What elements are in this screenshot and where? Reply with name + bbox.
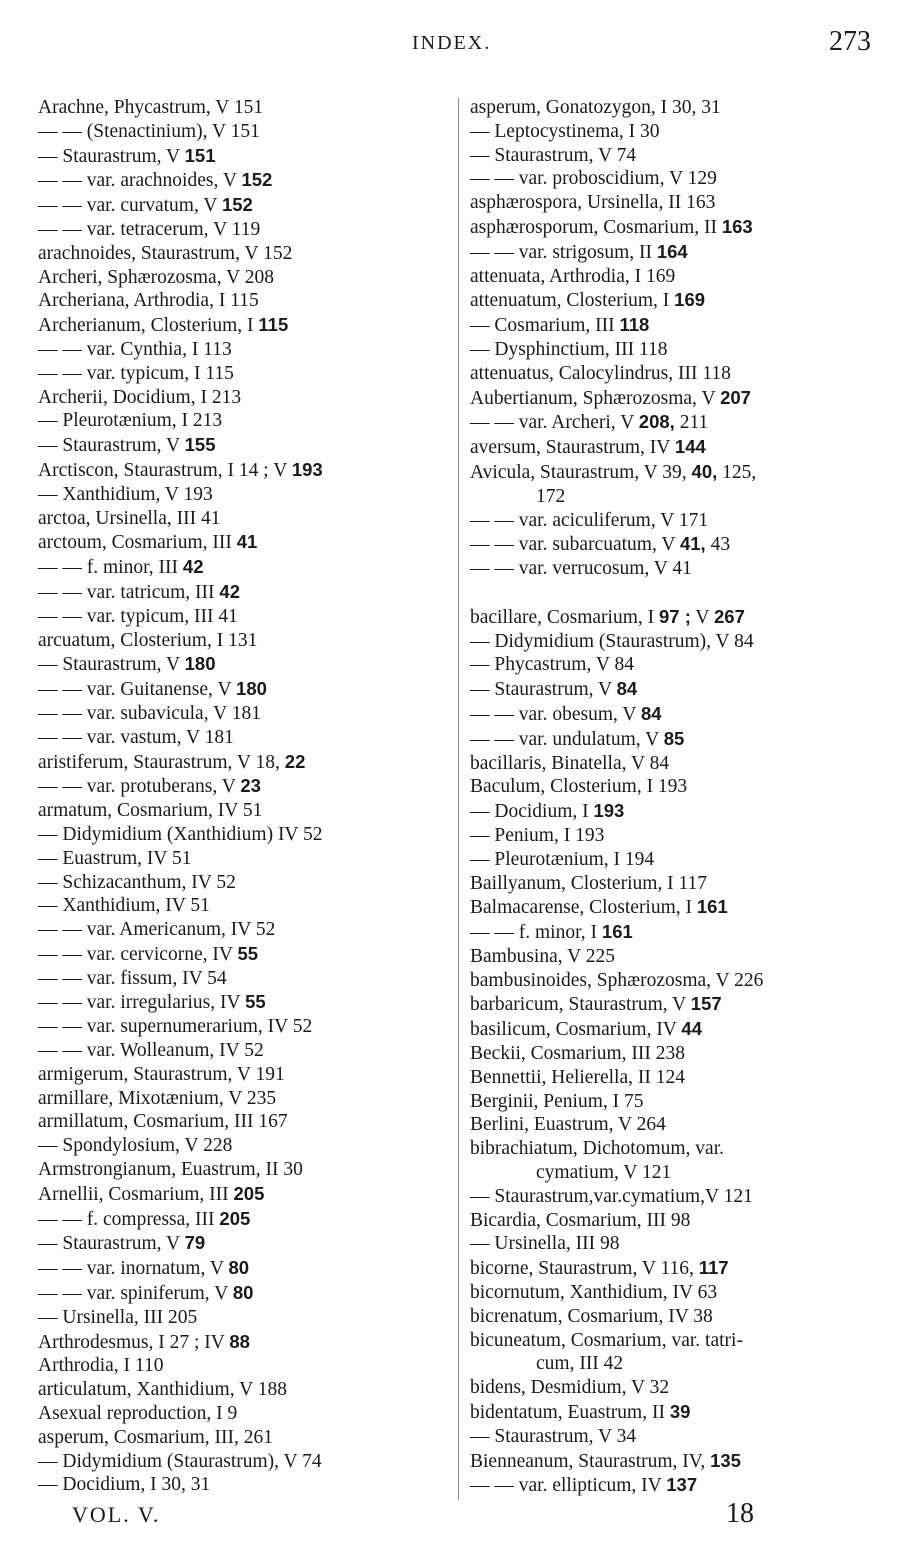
entry-bold-page: 152 [221, 194, 253, 216]
index-entry [470, 338, 880, 362]
index-entry [38, 1330, 448, 1355]
index-entry [38, 942, 448, 967]
entry-text: — — var. Cynthia, I 113 [38, 338, 232, 360]
index-entry [470, 435, 880, 460]
entry-text: — Pleurotænium, I 213 [38, 410, 223, 432]
index-entry [38, 218, 448, 242]
entry-bold-page: 42 [182, 556, 204, 578]
entry-text: — Spondylosium, V 228 [38, 1135, 233, 1157]
index-entry [470, 288, 880, 313]
entry-text: — — f. minor, III [38, 557, 183, 579]
entry-bold-page: 157 [690, 993, 722, 1015]
index-entry [38, 1378, 448, 1402]
index-entry [470, 920, 880, 945]
index-entry [38, 1306, 448, 1330]
index-column-right [470, 96, 880, 1498]
index-entry [38, 313, 448, 338]
index-entry [38, 483, 448, 507]
index-entry [38, 1402, 448, 1426]
entry-text: Arachne, Phycastrum, V 151 [38, 97, 264, 118]
entry-bold-page: 207 [720, 386, 751, 408]
index-entry [470, 460, 880, 485]
index-entry [470, 1090, 880, 1114]
index-entry [470, 1137, 880, 1161]
entry-bold-page: 180 [184, 653, 216, 675]
index-entry [470, 1376, 880, 1400]
entry-text: bicrenatum, Cosmarium, IV 38 [470, 1305, 713, 1327]
entry-text: asperum, Gonatozygon, I 30, 31 [470, 97, 721, 118]
entry-text: — — var. ellipticum, IV [470, 1475, 667, 1497]
entry-text: bibrachiatum, Dichotomum, var. [470, 1138, 724, 1160]
entry-text: — Schizacanthum, IV 52 [38, 871, 236, 893]
index-entry [38, 1087, 448, 1111]
entry-text: — — var. Guitanense, V [38, 679, 237, 701]
entry-bold-page: 41, [679, 533, 706, 555]
entry-text: arctoa, Ursinella, III 41 [38, 507, 221, 529]
index-entry [38, 1231, 448, 1256]
entry-text: attenuatum, Closterium, I [470, 290, 675, 312]
index-entry [470, 265, 880, 289]
index-entry [38, 1039, 448, 1063]
index-entry [38, 1281, 448, 1306]
entry-text: — — var. subarcuatum, V [470, 534, 680, 556]
index-entry [470, 1281, 880, 1305]
entry-text: — Staurastrum, V [38, 1233, 185, 1255]
entry-text: — Euastrum, IV 51 [38, 847, 192, 869]
entry-text: — — var. supernumerarium, IV 52 [38, 1016, 313, 1038]
entry-text: — Didymidium (Staurastrum), V 74 [38, 1450, 322, 1472]
entry-text: — — var. Wolleanum, IV 52 [38, 1040, 264, 1062]
index-entry [38, 1354, 448, 1378]
entry-text: Aubertianum, Sphærozosma, V [470, 387, 721, 409]
index-entry [38, 847, 448, 871]
index-entry [470, 1232, 880, 1256]
entry-text: cymatium, V 121 [536, 1162, 672, 1184]
entry-text: basilicum, Cosmarium, IV [470, 1019, 682, 1041]
entry-bold-page: 40, [691, 460, 718, 482]
entry-text: — Dysphinctium, III 118 [470, 338, 668, 360]
entry-bold-page: 22 [284, 750, 306, 772]
entry-text: — Cosmarium, III [470, 315, 620, 337]
entry-text: — Phycastrum, V 84 [470, 654, 634, 676]
entry-text: — Ursinella, III 98 [470, 1233, 620, 1255]
entry-bold-page: 55 [245, 991, 266, 1013]
page-header [0, 26, 900, 66]
index-entry [38, 409, 448, 433]
entry-bold-page: 80 [232, 1282, 254, 1304]
entry-text: — — var. typicum, I 115 [38, 362, 234, 384]
index-entry [470, 702, 880, 727]
index-entry [38, 871, 448, 895]
index-entry [470, 752, 880, 776]
entry-text: — Leptocystinema, I 30 [470, 120, 660, 142]
index-entry [470, 1449, 880, 1474]
index-entry [470, 775, 880, 799]
index-entry [470, 386, 880, 411]
entry-text: — — (Stenactinium), V 151 [38, 120, 260, 142]
index-entry [38, 1063, 448, 1087]
entry-bold-page: 169 [674, 289, 706, 311]
entry-bold-page: 84 [616, 678, 638, 700]
index-entry [470, 362, 880, 386]
index-entry [38, 580, 448, 605]
entry-text: — Didymidium (Staurastrum), V 84 [470, 630, 754, 652]
entry-text: — — var. strigosum, II [470, 241, 657, 263]
entry-bold-page: 144 [674, 436, 706, 458]
index-entry [470, 485, 880, 509]
index-entry [38, 774, 448, 799]
entry-trailing-text: 211 [674, 412, 709, 434]
index-entry [38, 1256, 448, 1281]
index-entry [470, 1042, 880, 1066]
entry-text: armillatum, Cosmarium, III 167 [38, 1111, 288, 1133]
index-entry [38, 1110, 448, 1134]
entry-text: — Didymidium (Xanthidium) IV 52 [38, 823, 323, 845]
index-entry [38, 1015, 448, 1039]
entry-text: — — var. undulatum, V [470, 728, 664, 750]
entry-text: cum, III 42 [536, 1353, 624, 1375]
index-entry [38, 967, 448, 991]
entry-text: bicuneatum, Cosmarium, var. tatri- [470, 1329, 743, 1351]
index-entry [38, 750, 448, 775]
index-entry [38, 823, 448, 847]
entry-bold-page: 97 ; [658, 605, 691, 627]
entry-text: — — var. cervicorne, IV [38, 943, 238, 965]
index-entry [470, 895, 880, 920]
entry-text: aversum, Staurastrum, IV [470, 437, 675, 459]
entry-bold-page: 161 [696, 896, 728, 918]
entry-text: — — var. vastum, V 181 [38, 726, 234, 748]
index-entry [38, 338, 448, 362]
index-entry [470, 969, 880, 993]
entry-text: bacillare, Cosmarium, I [470, 606, 659, 628]
entry-text: — Staurastrum, V [38, 145, 185, 167]
index-entry [38, 530, 448, 555]
entry-text: asperum, Cosmarium, III, 261 [38, 1426, 274, 1448]
index-entry [470, 1400, 880, 1425]
volume-label: VOL. V. [72, 1502, 161, 1527]
entry-text: — — var. fissum, IV 54 [38, 967, 227, 989]
index-entry [470, 1113, 880, 1137]
entry-text: bambusinoides, Sphærozosma, V 226 [470, 969, 764, 991]
entry-text: Baillyanum, Closterium, I 117 [470, 872, 708, 894]
entry-bold-page: 118 [619, 314, 650, 336]
entry-text: attenuata, Arthrodia, I 169 [470, 265, 676, 287]
entry-text: — Docidium, I 30, 31 [38, 1474, 211, 1496]
signature-mark: 18 [726, 1498, 754, 1529]
index-entry [38, 1158, 448, 1182]
entry-text: Beckii, Cosmarium, III 238 [470, 1043, 686, 1065]
index-entry [38, 96, 448, 120]
running-title: INDEX. [412, 32, 492, 54]
entry-bold-page: 84 [641, 702, 662, 724]
entry-text: — — var. typicum, III 41 [38, 605, 238, 627]
entry-bold-page: 208, [638, 411, 675, 433]
entry-bold-page: 151 [184, 144, 216, 166]
index-entry [38, 1426, 448, 1450]
entry-bold-page: 193 [291, 458, 323, 480]
entry-text: Berlini, Euastrum, V 264 [470, 1114, 666, 1136]
entry-bold-page: 55 [237, 942, 259, 964]
index-entry [38, 1207, 448, 1232]
entry-text: — Ursinella, III 205 [38, 1306, 198, 1328]
entry-text: arcuatum, Closterium, I 131 [38, 629, 258, 651]
entry-text: — Xanthidium, V 193 [38, 483, 213, 505]
index-entry [470, 1161, 880, 1185]
entry-text: — — var. verrucosum, V 41 [470, 558, 692, 580]
index-entry [38, 458, 448, 483]
index-entry [38, 266, 448, 290]
entry-text: — — var. spiniferum, V [38, 1283, 233, 1305]
entry-text: — — var. inornatum, V [38, 1258, 229, 1280]
entry-text: armillare, Mixotænium, V 235 [38, 1087, 277, 1109]
index-entry [470, 167, 880, 191]
index-entry [470, 945, 880, 969]
index-entry [470, 96, 880, 120]
index-entry [38, 1473, 448, 1497]
entry-text: — — var. irregularius, IV [38, 992, 246, 1014]
entry-bold-page: 115 [258, 314, 289, 336]
index-entry [38, 799, 448, 823]
index-entry [470, 1352, 880, 1376]
entry-bold-page: 137 [666, 1474, 698, 1496]
entry-text: bicornutum, Xanthidium, IV 63 [470, 1282, 718, 1304]
index-entry [38, 894, 448, 918]
entry-text: — Staurastrum, V [470, 679, 617, 701]
index-entry [38, 289, 448, 313]
index-entry [38, 702, 448, 726]
index-entry [38, 1182, 448, 1207]
index-entry [38, 433, 448, 458]
index-entry [38, 193, 448, 218]
index-entry [470, 313, 880, 338]
index-entry [38, 605, 448, 629]
index-entry [470, 677, 880, 702]
entry-bold-page: 23 [240, 775, 261, 797]
entry-text: — — var. tetracerum, V 119 [38, 218, 261, 240]
index-entry [38, 652, 448, 677]
entry-text: — — var. curvatum, V [38, 195, 222, 217]
index-entry [470, 144, 880, 168]
entry-text: Archeri, Sphærozosma, V 208 [38, 266, 274, 288]
index-entry [470, 630, 880, 654]
entry-bold-page: 163 [721, 215, 753, 237]
index-entry [470, 120, 880, 144]
entry-bold-page: 88 [229, 1330, 250, 1352]
index-entry [38, 629, 448, 653]
entry-text: — — f. compressa, III [38, 1208, 220, 1230]
index-entry [38, 168, 448, 193]
entry-text: — — var. Archeri, V [470, 412, 639, 434]
page-number: 273 [829, 26, 871, 57]
index-entry [470, 1066, 880, 1090]
entry-text: Bambusina, V 225 [470, 945, 615, 967]
index-entry [470, 410, 880, 435]
entry-text: — — var. Americanum, IV 52 [38, 919, 276, 941]
index-entry [38, 386, 448, 410]
index-entry [470, 824, 880, 848]
entry-bold-page: 135 [710, 1449, 741, 1471]
entry-bold-page: 79 [184, 1232, 206, 1254]
entry-text: articulatum, Xanthidium, V 188 [38, 1379, 287, 1401]
entry-text: asphærospora, Ursinella, II 163 [470, 192, 716, 214]
index-entry [38, 677, 448, 702]
entry-text: — Penium, I 193 [470, 824, 605, 846]
entry-text: arachnoides, Staurastrum, V 152 [38, 242, 293, 264]
entry-text: Balmacarense, Closterium, I [470, 897, 697, 919]
entry-text: Asexual reproduction, I 9 [38, 1403, 238, 1425]
entry-bold-page: 44 [681, 1018, 702, 1040]
entry-text: Arthrodesmus, I 27 ; IV [38, 1331, 230, 1353]
index-entry [470, 1329, 880, 1353]
entry-bold-page: 267 [714, 605, 745, 627]
index-entry [470, 557, 880, 581]
entry-text: bacillaris, Binatella, V 84 [470, 752, 670, 774]
entry-text: — — var. obesum, V [470, 703, 641, 725]
index-entry [470, 509, 880, 533]
entry-text: aristiferum, Staurastrum, V 18, [38, 751, 285, 773]
entry-bold-page: 42 [219, 580, 240, 602]
entry-text: — Xanthidium, IV 51 [38, 895, 210, 917]
entry-text: asphærosporum, Cosmarium, II [470, 216, 722, 238]
entry-text: bidens, Desmidium, V 32 [470, 1377, 670, 1399]
index-entry [470, 532, 880, 557]
entry-bold-page: 152 [241, 169, 273, 191]
entry-text: Armstrongianum, Euastrum, II 30 [38, 1159, 303, 1181]
index-entry [38, 1450, 448, 1474]
entry-text: Baculum, Closterium, I 193 [470, 776, 688, 798]
entry-text: — — var. tatricum, III [38, 581, 220, 603]
entry-bold-page: 161 [601, 921, 633, 943]
index-entry [470, 653, 880, 677]
index-entry [470, 215, 880, 240]
entry-text: — — var. subavicula, V 181 [38, 702, 261, 724]
entry-bold-page: 117 [698, 1257, 729, 1279]
entry-text: Bienneanum, Staurastrum, IV, [470, 1450, 711, 1472]
entry-text: — — var. protuberans, V [38, 776, 241, 798]
index-entry [470, 1425, 880, 1449]
entry-text: Avicula, Staurastrum, V 39, [470, 461, 692, 483]
index-entry [470, 992, 880, 1017]
entry-bold-page: 155 [184, 434, 216, 456]
index-entry [470, 727, 880, 752]
index-entry [470, 605, 880, 630]
index-entry [470, 240, 880, 265]
entry-text: Bicardia, Cosmarium, III 98 [470, 1209, 691, 1231]
entry-text: 172 [536, 485, 566, 507]
entry-text: barbaricum, Staurastrum, V [470, 994, 691, 1016]
index-entry [38, 1134, 448, 1158]
entry-bold-page: 80 [228, 1257, 250, 1279]
entry-text: bicorne, Staurastrum, V 116, [470, 1258, 699, 1280]
entry-text: bidentatum, Euastrum, II [470, 1402, 670, 1424]
index-entry [470, 872, 880, 896]
index-entry [38, 555, 448, 580]
entry-text: — Staurastrum, V [38, 435, 185, 457]
entry-text: — Staurastrum, V 74 [470, 144, 637, 166]
index-entry [470, 1209, 880, 1233]
entry-text: armatum, Cosmarium, IV 51 [38, 800, 263, 822]
index-column-left [38, 96, 448, 1497]
entry-text: arctoum, Cosmarium, III [38, 532, 237, 554]
index-entry [470, 799, 880, 824]
entry-text: Arnellii, Cosmarium, III [38, 1183, 234, 1205]
entry-text: — — var. proboscidium, V 129 [470, 168, 717, 190]
entry-bold-page: 164 [656, 240, 688, 262]
entry-text: — Staurastrum, V 34 [470, 1425, 637, 1447]
entry-trailing-text: 43 [705, 534, 731, 556]
index-entry [38, 242, 448, 266]
index-entry [470, 848, 880, 872]
entry-bold-page: 180 [236, 678, 267, 700]
entry-text: attenuatus, Calocylindrus, III 118 [470, 362, 731, 384]
entry-text: — Staurastrum, V [38, 654, 185, 676]
entry-bold-page: 41 [236, 531, 258, 553]
entry-text: Berginii, Penium, I 75 [470, 1090, 644, 1112]
entry-text: — Docidium, I [470, 801, 594, 823]
index-entry [38, 726, 448, 750]
entry-text: Arthrodia, I 110 [38, 1355, 164, 1377]
index-entry [38, 362, 448, 386]
index-entry [470, 1305, 880, 1329]
entry-text: — — f. minor, I [470, 922, 602, 944]
index-entry [470, 1473, 880, 1498]
index-entry [38, 507, 448, 531]
entry-bold-page: 205 [219, 1207, 251, 1229]
entry-text: Archeriana, Arthrodia, I 115 [38, 290, 259, 312]
index-entry [470, 1017, 880, 1042]
entry-bold-page: 193 [593, 800, 625, 822]
index-entry [38, 120, 448, 144]
entry-trailing-text: V [690, 606, 715, 628]
entry-text: — Pleurotænium, I 194 [470, 848, 655, 870]
entry-text: Arctiscon, Staurastrum, I 14 ; V [38, 459, 292, 481]
index-entry [38, 990, 448, 1015]
entry-text: armigerum, Staurastrum, V 191 [38, 1063, 285, 1085]
index-entry [470, 191, 880, 215]
index-entry [470, 581, 880, 605]
column-divider [458, 98, 459, 1500]
entry-trailing-text: 125, [717, 461, 757, 483]
index-entry [38, 144, 448, 169]
index-entry [470, 1185, 880, 1209]
entry-text: — Staurastrum,var.cymatium,V 121 [470, 1185, 753, 1207]
entry-bold-page: 85 [663, 727, 685, 749]
entry-text: Archerii, Docidium, I 213 [38, 386, 242, 408]
entry-text: Archerianum, Closterium, I [38, 315, 259, 337]
index-entry [470, 1256, 880, 1281]
entry-text: Bennettii, Helierella, II 124 [470, 1066, 685, 1088]
entry-text: — — var. arachnoides, V [38, 170, 242, 192]
entry-bold-page: 39 [669, 1401, 691, 1423]
index-entry [38, 918, 448, 942]
entry-text: — — var. aciculiferum, V 171 [470, 509, 709, 531]
entry-bold-page: 205 [233, 1182, 265, 1204]
